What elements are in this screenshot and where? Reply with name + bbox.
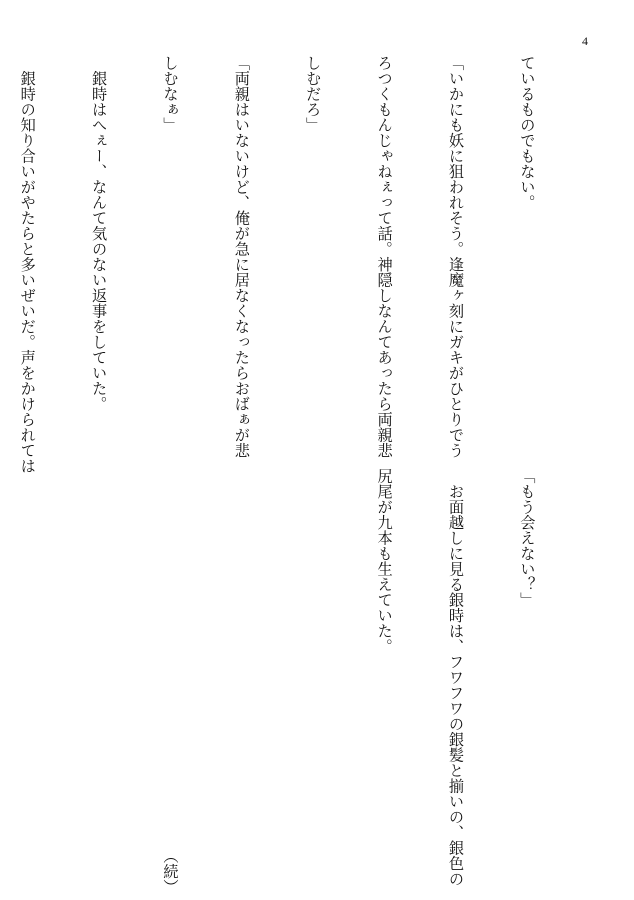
text-line: 銀時はへぇー、なんて気のない返事をしていた。 <box>90 55 109 412</box>
text-line: しむなぁ」 <box>161 55 180 133</box>
text-line: 銀時の知り合いがやたらと多いぜいだ。声をかけられては <box>18 55 37 474</box>
text-line: 「両親はいないけど、俺が急に居なくなったらおばぁが悲 <box>232 55 251 458</box>
text-line: お面越しに見る銀時は、フワフワの銀髪と揃いの、銀色の <box>447 468 466 887</box>
text-line: しむだろ」 <box>304 55 323 133</box>
text-line: 「もう会えない？」 <box>518 468 537 608</box>
text-line: ろつくもんじゃねぇって話。神隠しなんてあったら両親悲 <box>375 55 394 458</box>
lower-text-block <box>134 468 586 895</box>
text-line: 尻尾が九本も生えていた。 <box>375 468 394 654</box>
text-line: ているものでもない。 <box>518 55 537 210</box>
page-number: 4 <box>582 34 588 48</box>
text-line: 「いかにも妖に狙われそう。逢魔ヶ刻にガキがひとりでう <box>447 55 466 458</box>
continued-mark: （続） <box>161 468 180 895</box>
upper-text-block <box>0 55 586 474</box>
